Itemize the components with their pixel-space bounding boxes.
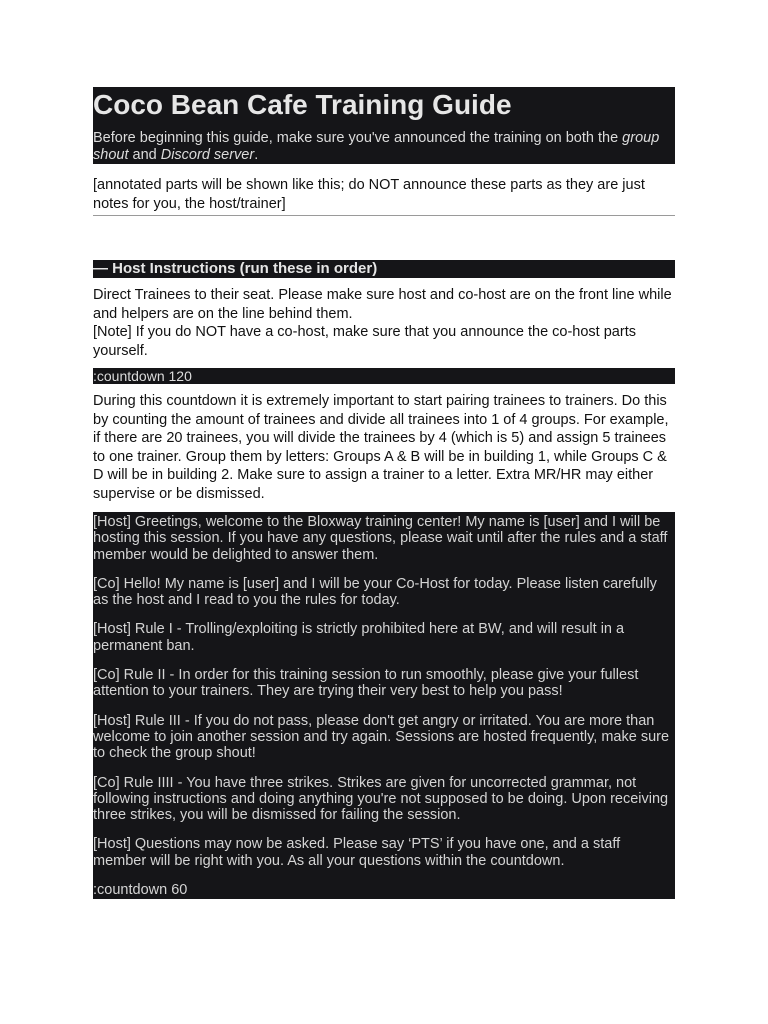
document-content (93, 87, 675, 899)
intro-mid: and (128, 146, 161, 163)
section-heading: — Host Instructions (run these in order) (93, 260, 675, 278)
script-line: [Co] Hello! My name is [user] and I will be your Co-Host for today. Please listen carefully as the host and I read to you the rules for today. (93, 575, 657, 609)
instructions-paragraph: Direct Trainees to their seat. Please make sure host and co-host are on the front line while and helpers are on the line behind them. (93, 287, 672, 322)
intro-text (93, 130, 675, 163)
script-line: [Co] Rule IIII - You have three strikes. Strikes are given for uncorrected grammar, not following instructions and doing anything you're not supposed to be doing. Upon receiving three strikes, you will be dismissed for failing the session. (93, 774, 669, 824)
countdown-command: :countdown 60 (93, 882, 188, 899)
note-paragraph: [Note] If you do NOT have a co-host, make sure that you announce the co-host parts yourself. (93, 324, 636, 359)
annotation-note: [annotated parts will be shown like this; do NOT announce these parts as they are just notes for you, the host/trainer] (93, 176, 675, 216)
script-line: [Host] Rule III - If you do not pass, please don't get angry or irritated. You are more than welcome to join another session and try again. Sessions are hosted frequently, make sure to check the group shout! (93, 712, 670, 762)
script-line: [Co] Rule II - In order for this training session to run smoothly, please give your fullest attention to your trainers. They are trying their very best to help you pass! (93, 667, 639, 700)
intro-before: Before beginning this guide, make sure you've announced the training on both the (93, 130, 623, 146)
script-block (93, 512, 675, 899)
intro-discord-server: Discord server (160, 146, 255, 163)
script-line: [Host] Greetings, welcome to the Bloxway training center! My name is [user] and I will be hosting this session. If you have any questions, please wait until after the rules and a staff member would be delighted to answer them. (93, 514, 668, 563)
script-line: [Host] Questions may now be asked. Please say ‘PTS’ if you have one, and a staff member will be right with you. As all your questions within the countdown. (93, 836, 621, 869)
countdown-explanation: During this countdown it is extremely important to start pairing trainees to trainers. Do this by counting the amount of trainees and divide all trainees into 1 of 4 groups. For example, if there are 20 trainees, you will divide the trainees by 4 (which is 5) and assign 5 trainees to one trainer. Group them by letters: Groups A & B will be in building 1, while Groups C & D will be in building 2. Make sure to assign a trainer to a letter. Extra MR/HR may either supervise or be dismissed. (93, 393, 669, 502)
script-line: [Host] Rule I - Trolling/exploiting is strictly prohibited here at BW, and will result in a permanent ban. (93, 621, 625, 654)
intro-after: . (254, 146, 259, 163)
title-block (93, 87, 675, 164)
intro-group-shout: group shout (93, 130, 660, 163)
countdown-command: :countdown 120 (93, 368, 675, 384)
document-title: Coco Bean Cafe Training Guide (93, 89, 512, 120)
